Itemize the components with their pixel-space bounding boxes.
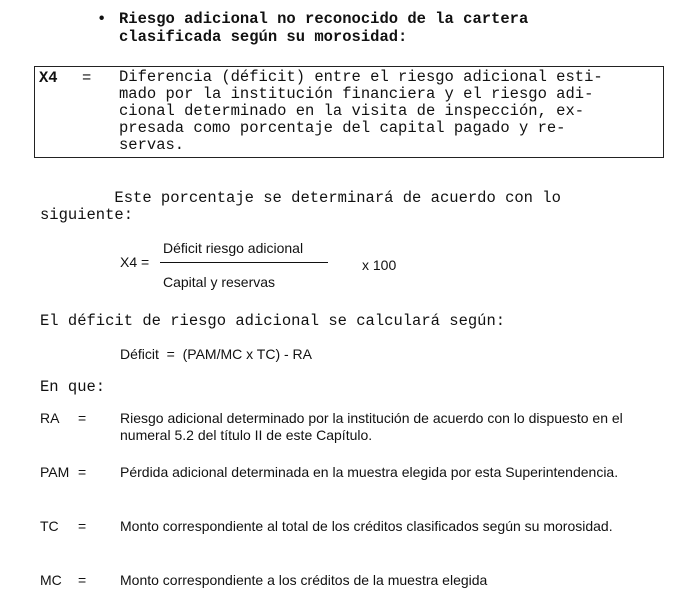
term-description: Pérdida adicional determinada en la muestra elegida por esta Superintendencia. [120, 464, 619, 480]
definition-line: Diferencia (déficit) entre el riesgo adicional esti- [119, 68, 603, 86]
heading-line: Riesgo adicional no reconocido de la cartera [119, 10, 529, 28]
formula-numerator: Déficit riesgo adicional [163, 240, 304, 256]
x4-key: X4 [39, 69, 58, 87]
x4-definition-text [119, 69, 659, 154]
formula-label: X4 = [120, 254, 150, 270]
deficit-formula: Déficit = (PAM/MC x TC) - RA [120, 346, 312, 362]
definition-line: mado por la institución financiera y el riesgo adi- [119, 85, 594, 103]
formula-multiplier: x 100 [362, 257, 397, 273]
deficit-intro: El déficit de riesgo adicional se calculará según: [40, 312, 506, 330]
x4-equals: = [82, 69, 92, 87]
definition-line: presada como porcentaje del capital pagado y re- [119, 119, 566, 137]
term-description: Monto correspondiente a los créditos de la muestra elegida [120, 572, 488, 588]
paragraph-line: Este porcentaje se determinará de acuerdo con lo [40, 189, 561, 207]
term-description: Riesgo adicional determinado por la institución de acuerdo con lo dispuesto en el numeral 5.2 del título II de este Capítulo. [120, 410, 623, 443]
where-label: En que: [40, 378, 106, 396]
formula-denominator: Capital y reservas [163, 274, 276, 290]
term-key: RA [40, 410, 60, 426]
definition-line: cional determinado en la visita de inspección, ex- [119, 102, 585, 120]
heading-line: clasificada según su morosidad: [119, 28, 408, 46]
term-equals: = [78, 518, 87, 534]
bullet-icon: • [97, 10, 107, 28]
definition-line: servas. [119, 136, 185, 154]
heading-text [119, 10, 679, 46]
term-equals: = [78, 410, 87, 426]
term-description: Monto correspondiente al total de los créditos clasificados según su morosidad. [120, 518, 613, 534]
term-key: MC [40, 572, 62, 588]
fraction-bar [160, 262, 328, 263]
term-equals: = [78, 464, 87, 480]
term-key: TC [40, 518, 59, 534]
x4-definition-box [34, 66, 664, 158]
intro-paragraph [40, 190, 660, 224]
paragraph-line: siguiente: [40, 206, 134, 224]
term-equals: = [78, 572, 87, 588]
term-key: PAM [40, 464, 70, 480]
